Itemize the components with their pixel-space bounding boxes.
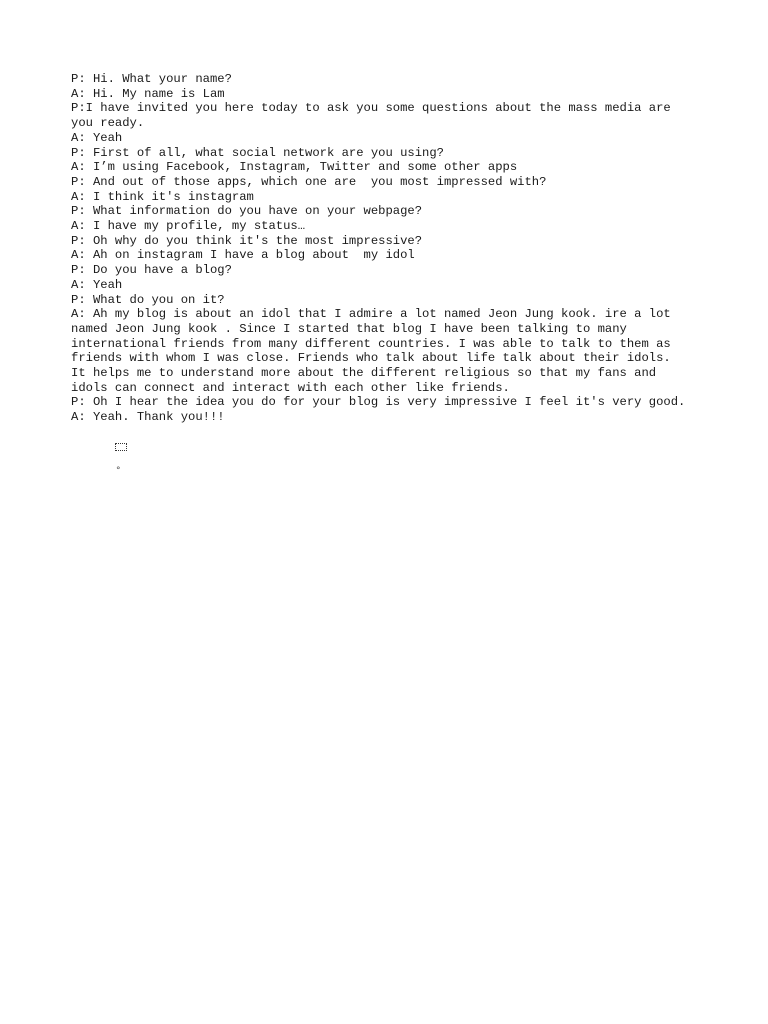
transcript-line-3: P:I have invited you here today to ask you some questions about the mass media are you ready. (71, 101, 679, 131)
transcript-line-13: P: Do you have a blog? (71, 263, 232, 278)
transcript-line-12: A: Ah on instagram I have a blog about my idol (71, 248, 415, 263)
transcript-line-15: P: What do you on it? (71, 292, 225, 307)
transcript-text (71, 72, 691, 469)
transcript-line-8: A: I think it's instagram (71, 189, 254, 204)
transcript-line-9: P: What information do you have on your webpage? (71, 204, 423, 219)
trailing-mark: ° (116, 466, 121, 476)
transcript-line-7: P: And out of those apps, which one are you most impressed with? (71, 174, 547, 189)
transcript-line-18: A: Yeah. Thank you!!! (71, 410, 225, 425)
transcript-line-14: A: Yeah (71, 277, 123, 292)
transcript-line-6: A: I’m using Facebook, Instagram, Twitter and some other apps (71, 160, 518, 175)
transcript-line-2: A: Hi. My name is Lam (71, 86, 225, 101)
placeholder-glyph-line (71, 425, 691, 469)
transcript-line-1: P: Hi. What your name? (71, 72, 232, 86)
transcript-line-17: P: Oh I hear the idea you do for your blog is very impressive I feel it's very good. (71, 395, 686, 410)
transcript-line-11: P: Oh why do you think it's the most impressive? (71, 233, 423, 248)
transcript-line-5: P: First of all, what social network are you using? (71, 145, 444, 160)
transcript-line-16: A: Ah my blog is about an idol that I admire a lot named Jeon Jung kook. ire a lot named Jeon Jung kook . Since I started that blog I have been talking to many international friends from many different countries. I was able to talk to them as friends with whom I was close. Friends who talk about life talk about their idols. It helps me to understand more about the different religious so that my fans and idols can connect and interact with each other like friends. (71, 307, 679, 395)
transcript-line-4: A: Yeah (71, 130, 123, 145)
transcript-line-10: A: I have my profile, my status… (71, 219, 306, 234)
missing-glyph-icon (115, 443, 127, 451)
